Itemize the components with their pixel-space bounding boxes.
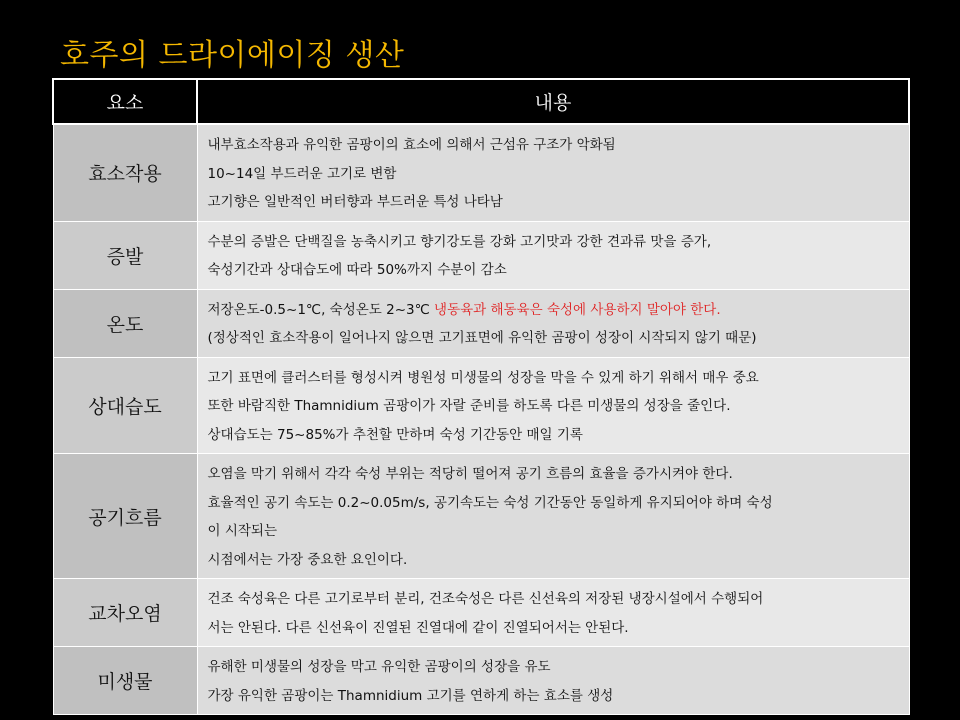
table-row [53, 579, 909, 647]
row-key: 미생물 [53, 647, 197, 715]
row-key: 효소작용 [53, 124, 197, 221]
table-header-row [53, 79, 909, 124]
warning-text: 냉동육과 해동육은 숙성에 사용하지 말아야 한다. [434, 301, 721, 318]
row-key: 상대습도 [53, 357, 197, 454]
content-text: 저장온도-0.5~1℃, 숙성온도 2~3℃ [207, 301, 435, 318]
table-row [53, 221, 909, 289]
slide-title: 호주의 드라이에이징 생산 [60, 38, 405, 73]
content-line: 시점에서는 가장 중요한 요인이다. [207, 551, 408, 568]
table-row [53, 357, 909, 454]
row-key: 공기흐름 [53, 454, 197, 579]
content-line: 건조 숙성육은 다른 고기로부터 분리, 건조숙성은 다른 신선육의 저장된 냉장시설에서 수행되어 [207, 591, 764, 607]
row-content [197, 454, 909, 579]
header-content: 내용 [197, 79, 909, 124]
content-line: 오염을 막기 위해서 각각 숙성 부위는 적당히 떨어져 공기 흐름의 효율을 증가시켜야 한다. [207, 466, 733, 482]
table-row [53, 454, 909, 579]
table-row [53, 647, 909, 715]
table-row [53, 289, 909, 357]
row-content [197, 221, 909, 289]
header-element: 요소 [53, 79, 197, 124]
row-content [197, 357, 909, 454]
content-line: 내부효소작용과 유익한 곰팡이의 효소에 의해서 근섬유 구조가 악화됨 [207, 137, 616, 153]
content-line: 10~14일 부드러운 고기로 변함 [207, 165, 397, 182]
content-line: 효율적인 공기 속도는 0.2~0.05m/s, 공기속도는 숙성 기간동안 동일하게 유지되어야 하며 숙성 [207, 494, 773, 511]
content-line: 상대습도는 75~85%가 추천할 만하며 숙성 기간동안 매일 기록 [207, 426, 583, 443]
row-key: 온도 [53, 289, 197, 357]
row-key: 증발 [53, 221, 197, 289]
row-content [197, 647, 909, 715]
row-content [197, 124, 909, 221]
content-line: 숙성기간과 상대습도에 따라 50%까지 수분이 감소 [207, 262, 507, 278]
content-line: 서는 안된다. 다른 신선육이 진열된 진열대에 같이 진열되어서는 안된다. [207, 619, 629, 636]
row-key: 교차오염 [53, 579, 197, 647]
content-line: 가장 유익한 곰팡이는 Thamnidium 고기를 연하게 하는 효소를 생성 [207, 687, 614, 704]
row-content [197, 289, 909, 357]
content-line: 수분의 증발은 단백질을 농축시키고 향기강도를 강화 고기맛과 강한 견과류 맛을 증가, [207, 233, 712, 250]
content-line: 유해한 미생물의 성장을 막고 유익한 곰팡이의 성장을 유도 [207, 659, 551, 675]
row-content [197, 579, 909, 647]
content-line [208, 296, 899, 325]
aging-factors-table [52, 78, 910, 715]
content-line: 또한 바람직한 Thamnidium 곰팡이가 자랄 준비를 하도록 다른 미생물의 성장을 줄인다. [207, 398, 731, 414]
table-row [53, 124, 909, 221]
content-line: 고기 표면에 클러스터를 형성시켜 병원성 미생물의 성장을 막을 수 있게 하기 위해서 매우 중요 [207, 369, 759, 386]
content-line: (정상적인 효소작용이 일어나지 않으면 고기표면에 유익한 곰팡이 성장이 시작되지 않기 때문) [207, 330, 757, 346]
content-line: 고기향은 일반적인 버터향과 부드러운 특성 나타남 [207, 194, 503, 210]
content-line: 이 시작되는 [207, 523, 277, 539]
